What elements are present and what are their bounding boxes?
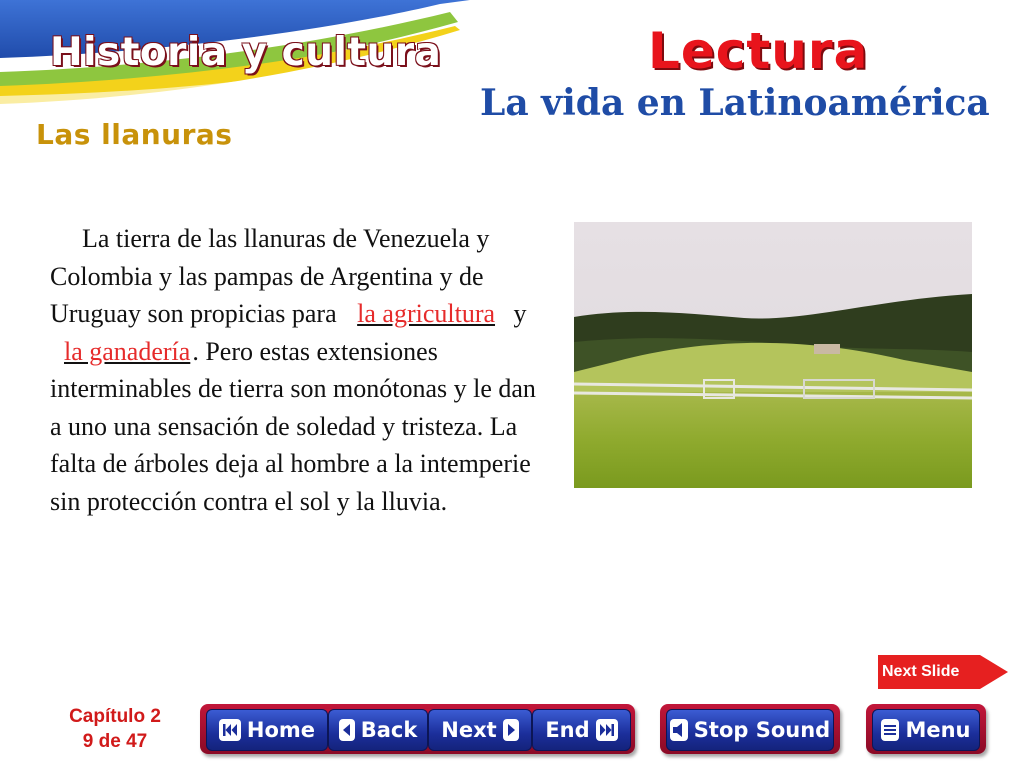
next-slide-button[interactable] [878, 655, 1008, 689]
sound-bar [660, 704, 840, 754]
chapter-info [40, 704, 190, 754]
home-label: Home [246, 718, 316, 742]
plains-photo [574, 222, 972, 488]
skip-to-start-icon [219, 719, 241, 741]
stop-sound-button[interactable] [666, 709, 834, 751]
answer-blank-2: la ganadería [64, 336, 191, 366]
section-title: Las llanuras [36, 118, 233, 151]
triangle-left-icon [339, 719, 355, 741]
page-counter: 9 de 47 [82, 731, 148, 752]
chapter-label: Capítulo 2 [69, 706, 161, 727]
reading-passage [50, 220, 540, 520]
menu-label: Menu [905, 718, 971, 742]
skip-to-end-icon [596, 719, 618, 741]
passage-text-1: La tierra de las llanuras de Venezuela y Colombia y las pampas de Argentina y de Uruguay son propicias para [50, 224, 490, 328]
banner-title: Historia y cultura [50, 30, 442, 75]
stop-sound-label: Stop Sound [693, 718, 831, 742]
menu-lines-icon [881, 719, 899, 741]
answer-blank-1: la agricultura [357, 299, 496, 328]
navigation-bar [200, 704, 635, 754]
menu-button[interactable] [872, 709, 980, 751]
page-subtitle: La vida en Latinoamérica [480, 82, 990, 124]
end-button[interactable] [532, 709, 631, 751]
passage-text-2: y [513, 299, 527, 328]
back-label: Back [360, 718, 418, 742]
lectura-title: Lectura [648, 22, 869, 80]
next-button[interactable] [428, 709, 532, 751]
back-button[interactable] [328, 709, 428, 751]
passage-text-3: . Pero estas extensiones interminables de tierra son monótonas y le dan a uno una sensación de soledad y tristeza. La falta de árboles deja al hombre a la intemperie sin protección contra el sol y la lluvia. [50, 336, 536, 516]
triangle-right-icon [503, 719, 519, 741]
home-button[interactable] [206, 709, 328, 751]
next-label: Next [441, 718, 497, 742]
speaker-icon [670, 719, 688, 741]
menu-bar [866, 704, 986, 754]
end-label: End [545, 718, 590, 742]
next-slide-label: Next Slide [882, 663, 960, 680]
